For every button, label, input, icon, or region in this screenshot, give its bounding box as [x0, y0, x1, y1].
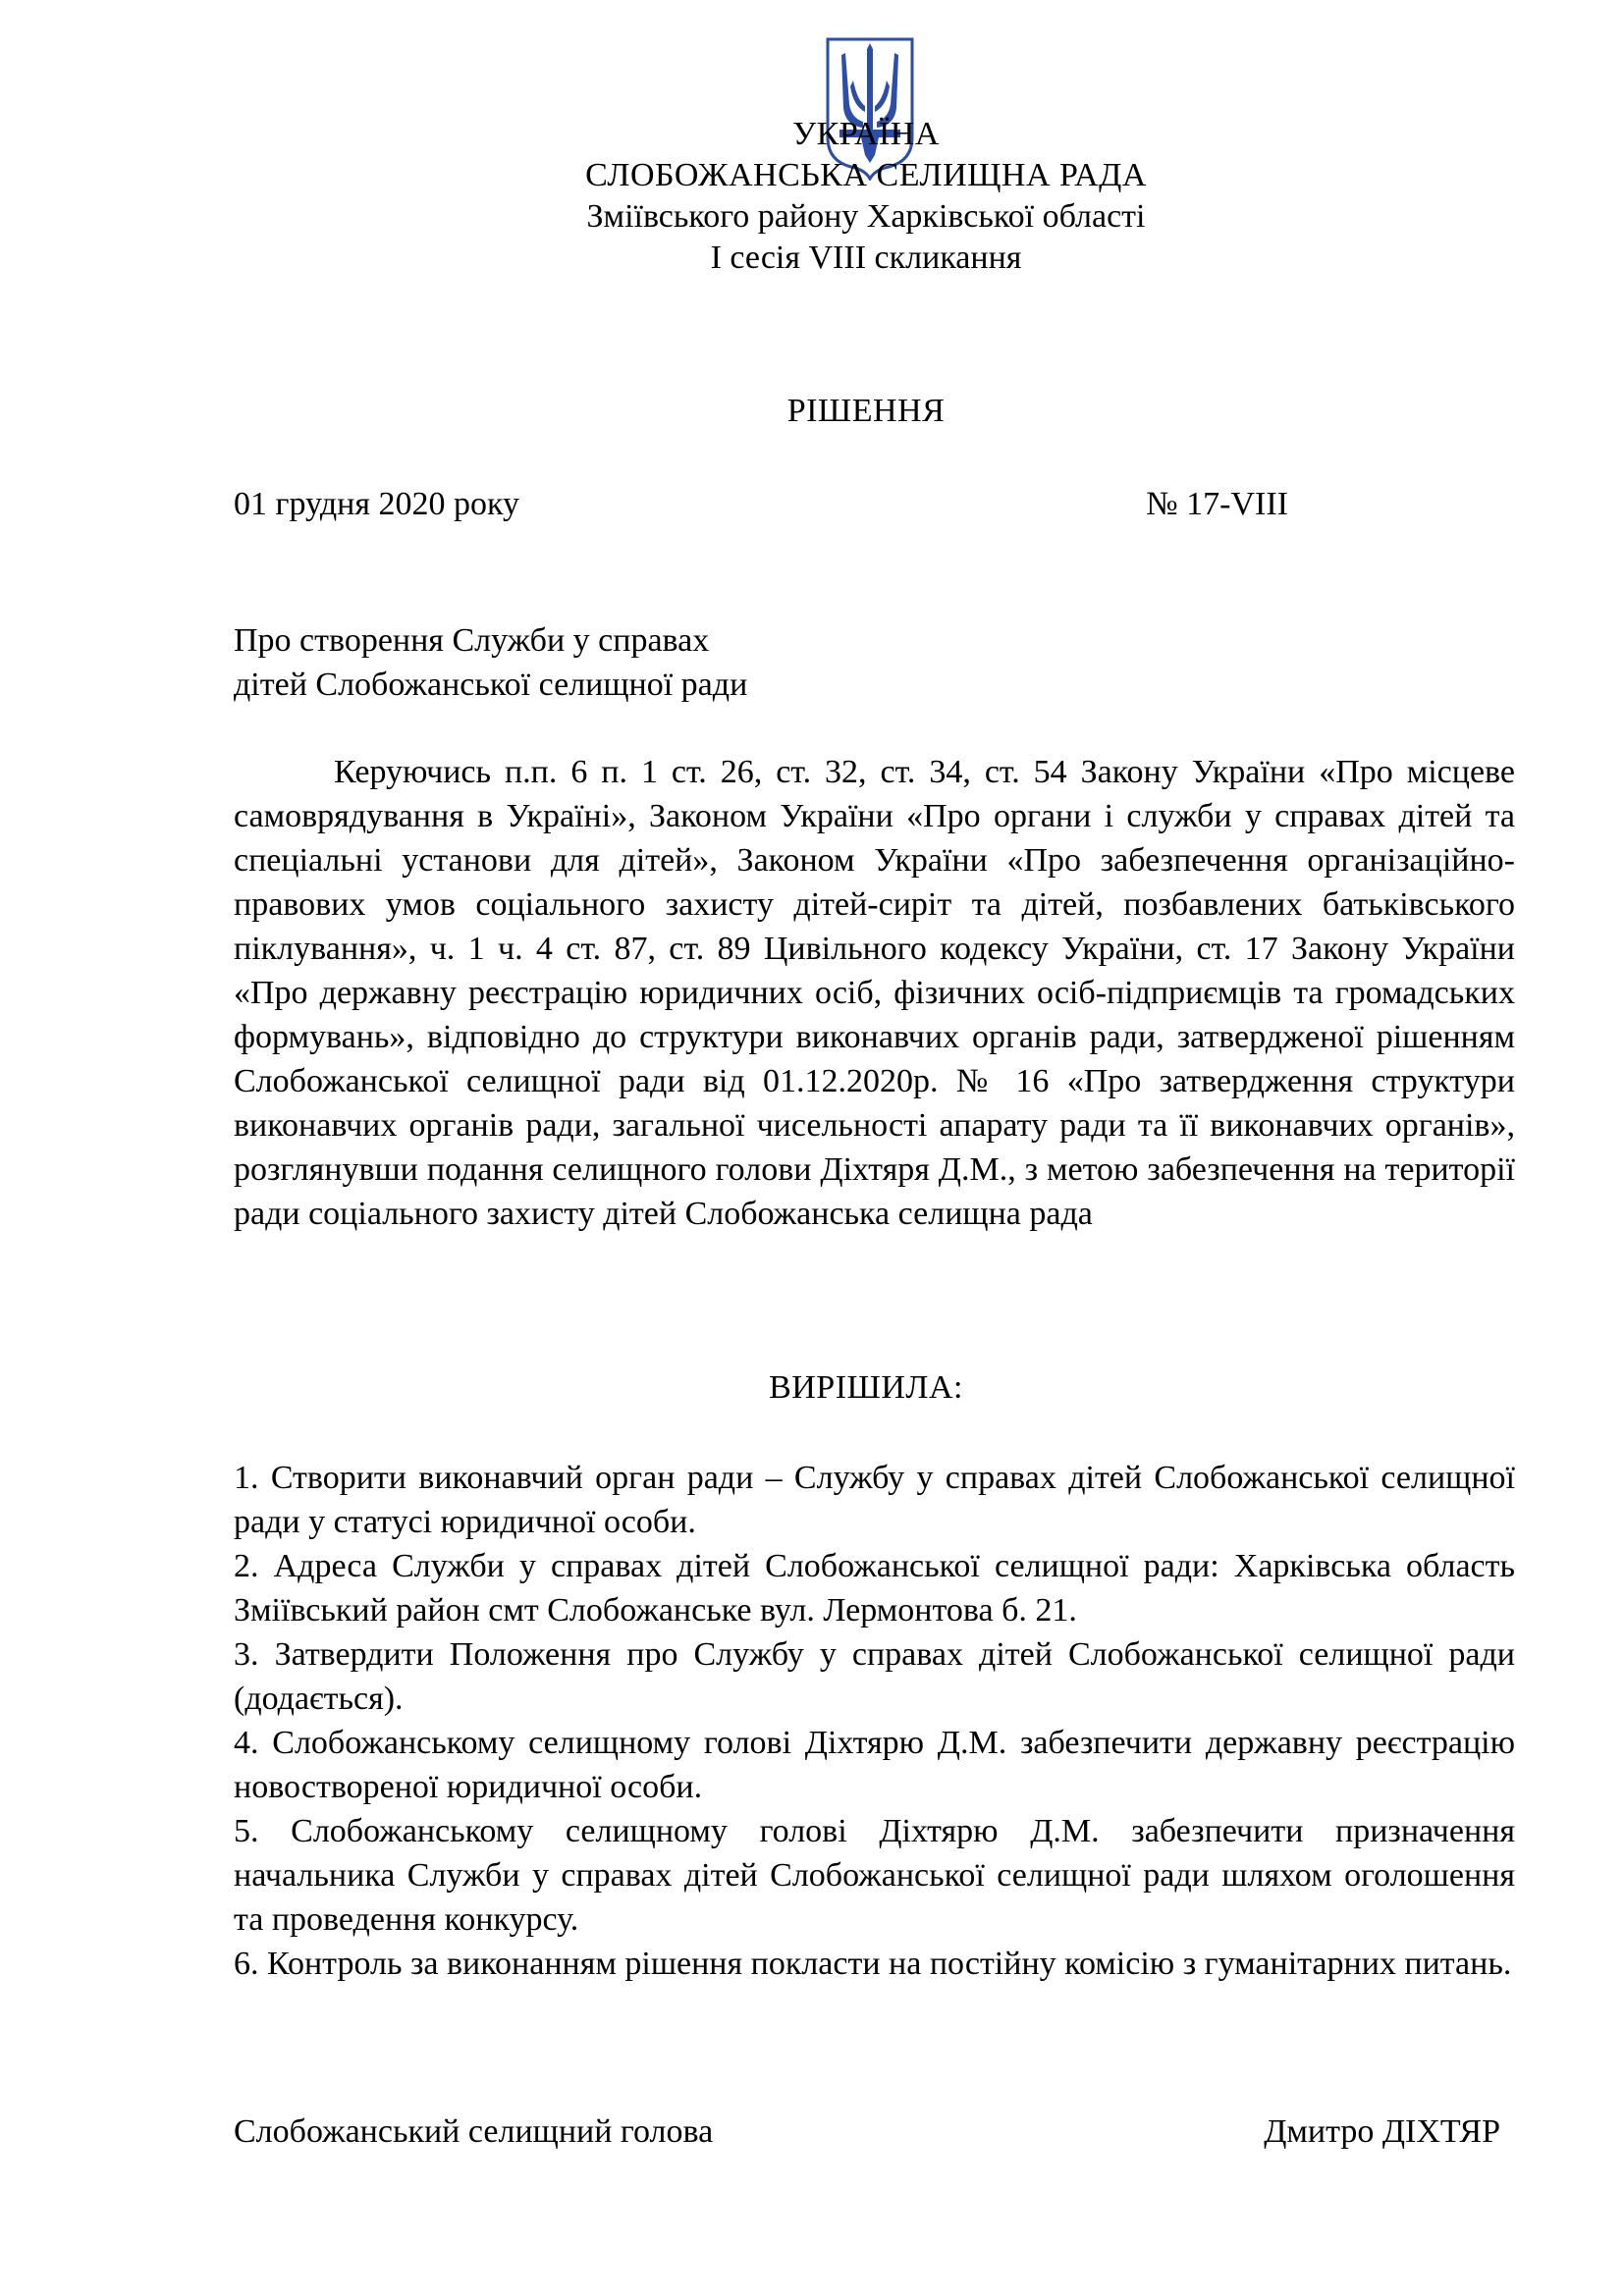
decision-items-list	[234, 1456, 1515, 1986]
signatory-name: Дмитро ДІХТЯР	[1264, 2113, 1500, 2150]
document-header	[0, 114, 1624, 279]
decision-item: 1. Створити виконавчий орган ради – Службу у справах дітей Слобожанської селищної ради у статусі юридичної особи.	[234, 1460, 1515, 1540]
council-region: Зміївського району Харківської області	[586, 198, 1146, 235]
decision-number: № 17-VІІІ	[1146, 486, 1288, 522]
decision-item: 2. Адреса Служби у справах дітей Слобожанської селищної ради: Харківська область Зміївський район смт Слобожанське вул. Лермонтова б. 21.	[234, 1548, 1515, 1629]
decision-item: 6. Контроль за виконанням рішення покласти на постійну комісію з гуманітарних питань.	[234, 1946, 1512, 1982]
decision-item: 4. Слобожанському селищному голові Діхтярю Д.М. забезпечити державну реєстрацію новоствореної юридичної особи.	[234, 1725, 1515, 1805]
decision-subject	[234, 618, 747, 707]
subject-line-2: дітей Слобожанської селищної ради	[234, 667, 748, 703]
country-name: УКРАЇНА	[792, 116, 940, 152]
decision-item: 5. Слобожанському селищному голові Діхтярю Д.М. забезпечити призначення начальника Служби у справах дітей Слобожанської селищної ради шляхом оголошення та проведення конкурсу.	[234, 1813, 1515, 1938]
decision-item: 3. Затвердити Положення про Службу у справах дітей Слобожанської селищної ради (додається).	[234, 1636, 1515, 1717]
preamble-paragraph: Керуючись п.п. 6 п. 1 ст. 26, ст. 32, ст. 34, ст. 54 Закону України «Про місцеве самоврядування в Україні», Законом України «Про органи і служби у справах дітей та спеціальні установи для дітей», Законом України «Про забезпечення організаційно-правових умов соціального захисту дітей-сиріт та дітей, позбавлених батьківського піклування», ч. 1 ч. 4 ст. 87, ст. 89 Цивільного кодексу України, ст. 17 Закону України «Про державну реєстрацію юридичних осіб, фізичних осіб-підприємців та громадських формувань», відповідно до структури виконавчих органів ради, затвердженої рішенням Слобожанської селищної ради від 01.12.2020р. № 16 «Про затвердження структури виконавчих органів ради, загальної чисельності апарату ради та її виконавчих органів», розглянувши подання селищного голови Діхтяря Д.М., з метою забезпечення на території ради соціального захисту дітей Слобожанська селищна рада	[234, 754, 1515, 1232]
session-info: І сесія VІІІ скликання	[710, 240, 1022, 276]
document-type: РІШЕННЯ	[786, 393, 946, 429]
subject-line-1: Про створення Служби у справах	[234, 622, 710, 659]
resolved-heading: ВИРІШИЛА:	[769, 1369, 963, 1406]
decision-date: 01 грудня 2020 року	[234, 486, 520, 522]
signatory-position: Слобожанський селищний голова	[234, 2113, 714, 2150]
council-name: СЛОБОЖАНСЬКА СЕЛИЩНА РАДА	[585, 157, 1147, 193]
